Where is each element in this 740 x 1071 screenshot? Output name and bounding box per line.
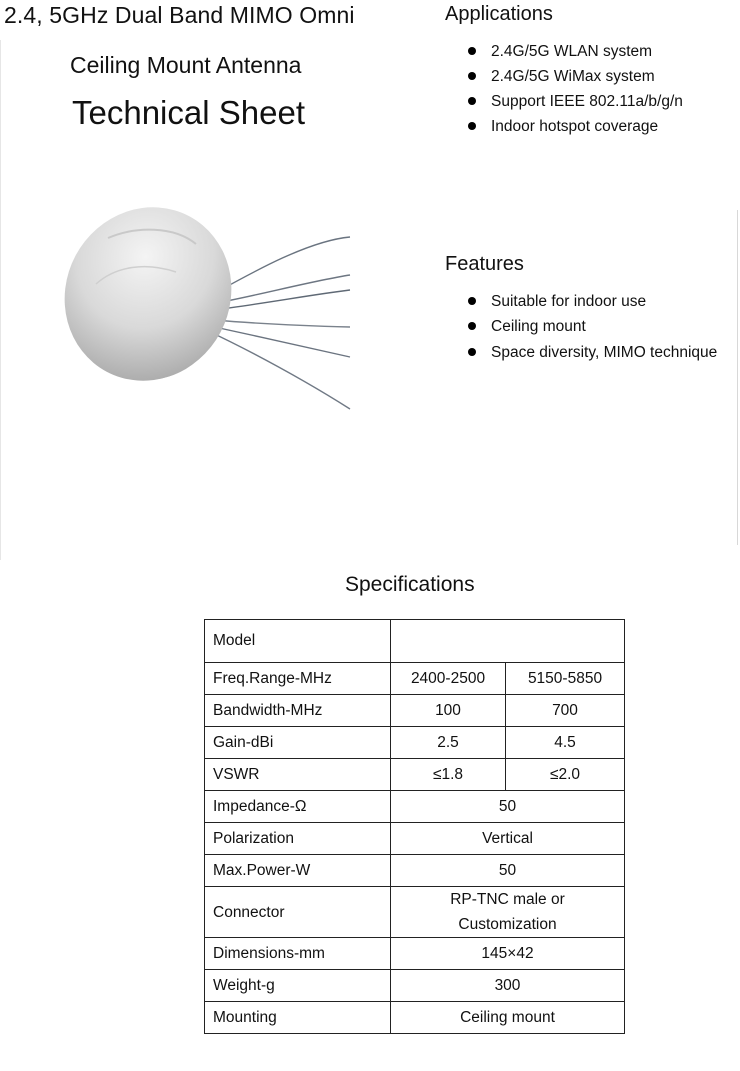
gain-high: 4.5 — [506, 727, 625, 759]
list-item: Indoor hotspot coverage — [466, 114, 683, 139]
technical-sheet-heading: Technical Sheet — [72, 94, 305, 131]
weight-label: Weight-g — [205, 970, 391, 1002]
dimensions-label: Dimensions-mm — [205, 938, 391, 970]
list-item: Support IEEE 802.11a/b/g/n — [466, 89, 683, 114]
weight-value: 300 — [391, 970, 625, 1002]
specifications-table — [204, 619, 625, 1034]
freq-range-label: Freq.Range-MHz — [205, 663, 391, 695]
table-row — [205, 620, 625, 663]
document-subtitle: Ceiling Mount Antenna — [70, 52, 302, 78]
table-row — [205, 887, 625, 938]
bandwidth-label: Bandwidth-MHz — [205, 695, 391, 727]
connector-value — [391, 887, 625, 938]
table-row — [205, 791, 625, 823]
table-row — [205, 938, 625, 970]
list-item: Suitable for indoor use — [466, 289, 717, 314]
mounting-label: Mounting — [205, 1002, 391, 1034]
freq-range-high: 5150-5850 — [506, 663, 625, 695]
bandwidth-high: 700 — [506, 695, 625, 727]
page-edge-right — [737, 210, 738, 545]
vswr-label: VSWR — [205, 759, 391, 791]
model-label: Model — [205, 620, 391, 663]
table-row — [205, 855, 625, 887]
bandwidth-low: 100 — [391, 695, 506, 727]
specifications-heading: Specifications — [345, 573, 475, 596]
impedance-value: 50 — [391, 791, 625, 823]
features-heading: Features — [445, 253, 524, 275]
gain-low: 2.5 — [391, 727, 506, 759]
connector-value-line1: RP-TNC male or — [450, 891, 565, 908]
features-list — [466, 289, 717, 365]
document-title: 2.4, 5GHz Dual Band MIMO Omni — [4, 2, 355, 28]
mounting-value: Ceiling mount — [391, 1002, 625, 1034]
table-row — [205, 759, 625, 791]
vswr-low: ≤1.8 — [391, 759, 506, 791]
connector-value-line2: Customization — [458, 916, 557, 933]
gain-label: Gain-dBi — [205, 727, 391, 759]
max-power-label: Max.Power-W — [205, 855, 391, 887]
vswr-high: ≤2.0 — [506, 759, 625, 791]
table-row — [205, 970, 625, 1002]
list-item: 2.4G/5G WiMax system — [466, 64, 683, 89]
dimensions-value: 145×42 — [391, 938, 625, 970]
applications-list — [466, 39, 683, 139]
list-item: 2.4G/5G WLAN system — [466, 39, 683, 64]
page-edge-left — [0, 40, 1, 560]
table-row — [205, 823, 625, 855]
table-row — [205, 663, 625, 695]
connector-label: Connector — [205, 887, 391, 938]
list-item: Ceiling mount — [466, 314, 717, 339]
freq-range-low: 2400-2500 — [391, 663, 506, 695]
table-row — [205, 1002, 625, 1034]
max-power-value: 50 — [391, 855, 625, 887]
table-row — [205, 727, 625, 759]
table-row — [205, 695, 625, 727]
model-value — [391, 620, 625, 663]
polarization-value: Vertical — [391, 823, 625, 855]
applications-heading: Applications — [445, 3, 553, 25]
antenna-photo — [56, 196, 356, 416]
list-item: Space diversity, MIMO technique — [466, 340, 717, 365]
impedance-label: Impedance-Ω — [205, 791, 391, 823]
polarization-label: Polarization — [205, 823, 391, 855]
